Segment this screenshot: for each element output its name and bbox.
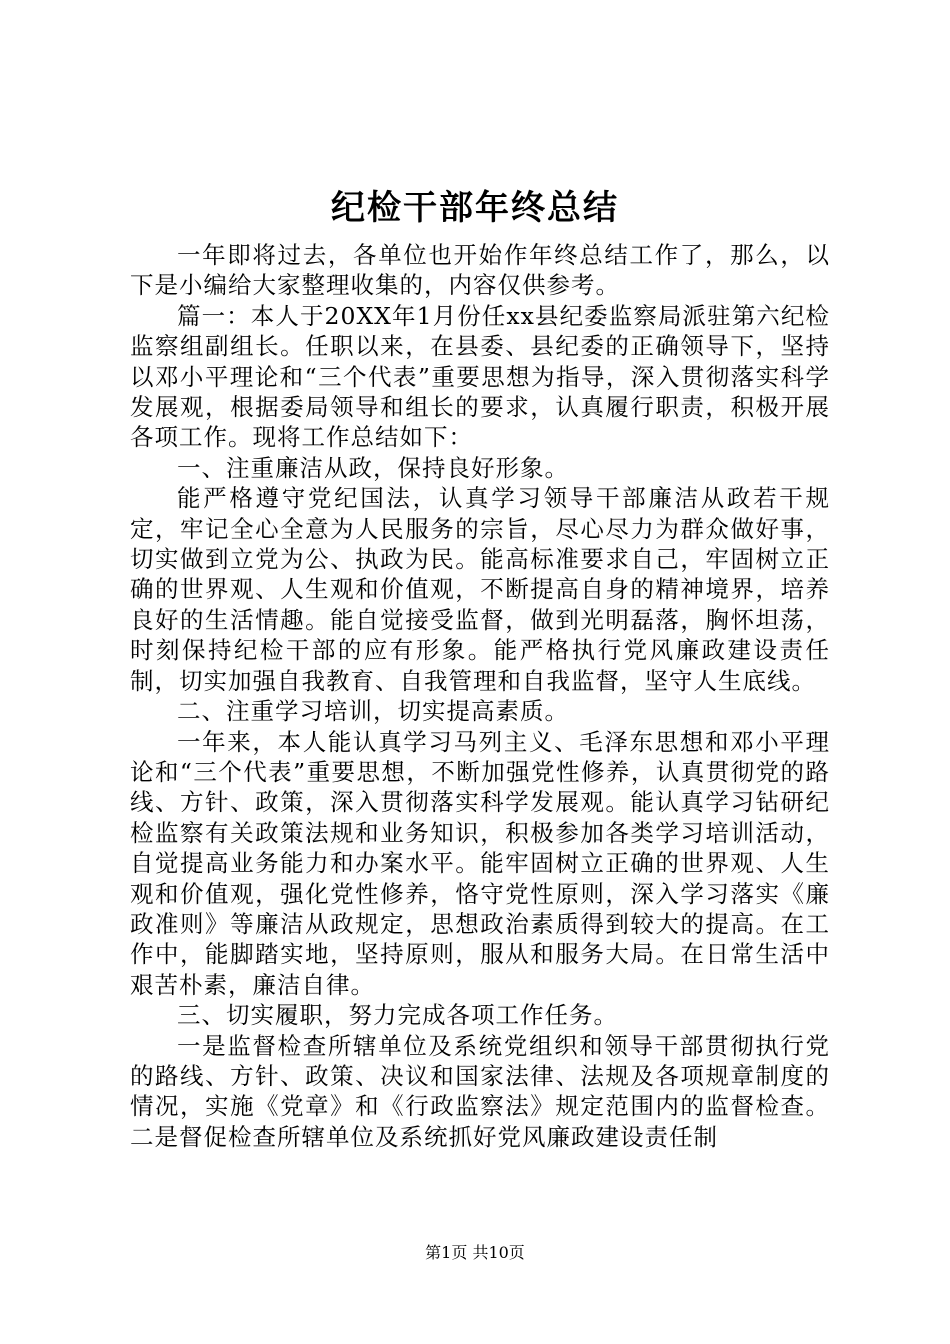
section-heading-1: 一、注重廉洁从政，保持良好形象。 bbox=[177, 453, 569, 482]
section-heading-3: 三、切实履职，努力完成各项工作任务。 bbox=[177, 1001, 618, 1030]
page-number-footer: 第1页 共10页 bbox=[425, 1243, 525, 1262]
paragraph-part-one: 篇一：本人于20XX年1月份任xx县纪委监察局派驻第六纪检监察组副组长。任职以来，在县委、县纪委的正确领导下，坚持以邓小平理论和“三个代表”重要思想为指导，深入贯彻落实科学发展观，根据委局领导和组长的要求，认真履行职责，积极开展各项工作。现将工作总结如下： bbox=[130, 301, 830, 452]
paragraph-intro: 一年即将过去，各单位也开始作年终总结工作了，那么，以下是小编给大家整理收集的，内容仅供参考。 bbox=[130, 241, 830, 300]
page-title: 纪检干部年终总结 bbox=[331, 188, 619, 228]
paragraph-section-3: 一是监督检查所辖单位及系统党组织和领导干部贯彻执行党的路线、方针、政策、决议和国家法律、法规及各项规章制度的情况，实施《党章》和《行政监察法》规定范围内的监督检查。二是督促检查所辖单位及系统抓好党风廉政建设责任制 bbox=[130, 1031, 830, 1151]
document-body bbox=[130, 240, 830, 1152]
paragraph-section-1: 能严格遵守党纪国法，认真学习领导干部廉洁从政若干规定，牢记全心全意为人民服务的宗旨，尽心尽力为群众做好事，切实做到立党为公、执政为民。能高标准要求自己，牢固树立正确的世界观、人生观和价值观，不断提高自身的精神境界，培养良好的生活情趣。能自觉接受监督，做到光明磊落，胸怀坦荡，时刻保持纪检干部的应有形象。能严格执行党风廉政建设责任制，切实加强自我教育、自我管理和自我监督，坚守人生底线。 bbox=[130, 484, 830, 695]
section-heading-2: 二、注重学习培训，切实提高素质。 bbox=[177, 697, 569, 726]
paragraph-section-2: 一年来，本人能认真学习马列主义、毛泽东思想和邓小平理论和“三个代表”重要思想，不断加强党性修养，认真贯彻党的路线、方针、政策，深入贯彻落实科学发展观。能认真学习钻研纪检监察有关政策法规和业务知识，积极参加各类学习培训活动，自觉提高业务能力和办案水平。能牢固树立正确的世界观、人生观和价值观，强化党性修养，恪守党性原则，深入学习落实《廉政准则》等廉洁从政规定，思想政治素质得到较大的提高。在工作中，能脚踏实地，坚持原则，服从和服务大局。在日常生活中艰苦朴素，廉洁自律。 bbox=[130, 727, 830, 999]
